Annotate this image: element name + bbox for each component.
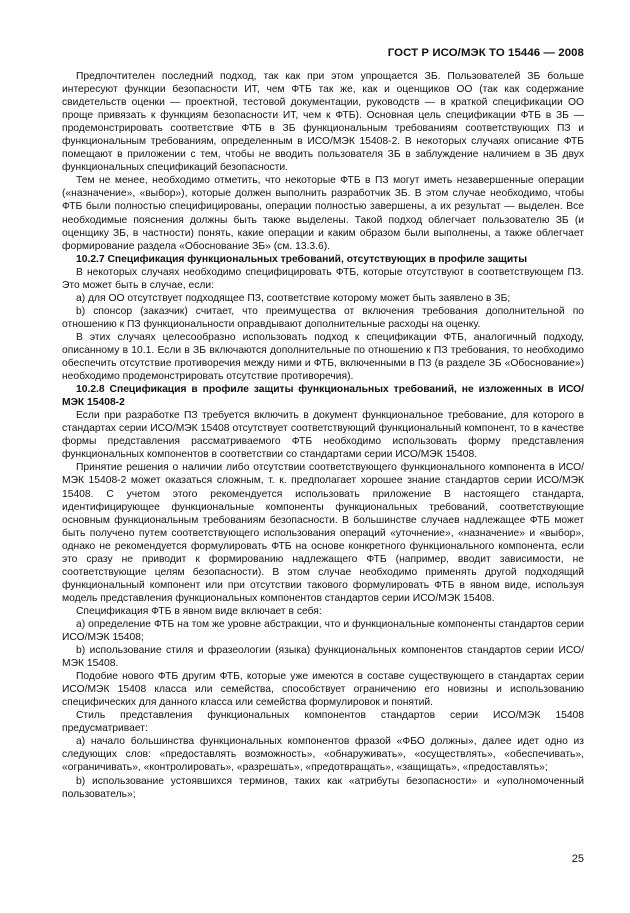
paragraph: Спецификация ФТБ в явном виде включает в себя: xyxy=(76,605,322,617)
list-item: b) спонсор (заказчик) считает, что преимущества от включения требования дополнительной по отношению к ПЗ функциональности оправдывают дополнительные расходы на оценку. xyxy=(62,305,584,330)
section-heading: 10.2.7 Спецификация функциональных требований, отсутствующих в профиле защиты xyxy=(76,253,527,265)
paragraph: В некоторых случаях необходимо специфицировать ФТБ, которые отсутствуют в соответствующем ПЗ. Это может быть в случае, если: xyxy=(62,266,584,291)
page-number: 25 xyxy=(571,853,584,865)
paragraph: Предпочтителен последний подход, так как при этом упрощается ЗБ. Пользователей ЗБ больше интересуют функции безопасности ИТ, чем ФТБ так же, как и оценщиков ОО (так как содержание свидетельств оценки — проектной, тестовой документации, руководств — в краткой спецификации ОО проще привязать к функциям безопасности ИТ, чем к ФТБ). Основная цель спецификации ФТБ в ЗБ — продемонстрировать соответствие ФТБ в ЗБ функциональным требованиям соответствующих ПЗ и функциональным требованиям, определенным в ИСО/МЭК 15408-2. В некоторых случаях описание ФТБ помещают в приложении с тем, чтобы не вводить пользователя ЗБ в заблуждение наличием в ЗБ двух функциональных спецификаций безопасности. xyxy=(62,71,584,174)
list-item: а) определение ФТБ на том же уровне абстракции, что и функциональные компоненты стандартов серии ИСО/МЭК 15408; xyxy=(62,618,584,644)
paragraph: Тем не менее, необходимо отметить, что некоторые ФТБ в ПЗ могут иметь незавершенные операции («назначение», «выбор»), которые должен выполнить разработчик ЗБ. В этом случае необходимо, чтобы ФТБ были полностью специфицированы, операции полностью завершены, а их результат — выделен. Все необходимые пояснения должны быть также выделены. Такой подход облегчает пользователю ЗБ (и оценщику ЗБ, в частности) понять, какие операции и каким образом были выполнены, а также облегчает формирование раздела «Обоснование ЗБ» (см. 13.3.6). xyxy=(62,175,584,252)
list-item: а) начало большинства функциональных компонентов фразой «ФБО должны», далее идет одно из следующих слов: «предоставлять возможность», «обнаруживать», «осуществлять», «обеспечивать», «ограничивать», «контролировать», «разрешать», «предотвращать», «защищать», «предоставлять»; xyxy=(62,736,584,774)
list-item: b) использование стиля и фразеологии (языка) функциональных компонентов стандартов серии ИСО/МЭК 15408. xyxy=(62,645,584,670)
paragraph: Подобие нового ФТБ другим ФТБ, которые уже имеются в составе существующего в стандартах серии ИСО/МЭК 15408 класса или семейства, способствует ограничению его новизны и использованию специфических для данного класса или семейства формулировок и понятий. xyxy=(62,671,584,709)
paragraph: В этих случаях целесообразно использовать подход к спецификации ФТБ, аналогичный подходу, описанному в 10.1. Если в ЗБ включаются дополнительные по отношению к ПЗ требования, то необходимо обеспечить отсутствие противоречия между ними и ФТБ, включенными в ПЗ (в разделе ЗБ «Обоснование») необходимо продемонстрировать отсутствие противоречия). xyxy=(62,331,584,383)
section-heading: 10.2.8 Спецификация в профиле защиты функциональных требований, не изложенных в ИСО/МЭК 15408-2 xyxy=(62,384,584,409)
paragraph: Принятие решения о наличии либо отсутствии соответствующего функционального компонента в ИСО/МЭК 15408-2 может оказаться сложным, т. к. предполагает хорошее знание стандартов серии ИСО/МЭК 15408. С учетом этого рекомендуется использовать приложение В настоящего стандарта, идентифицирующее функциональные компоненты функциональных требований, соответствующие основным функциональным требованиям безопасности. В большинстве случаев надлежащее ФТБ может быть получено путем соответствующего использования операций «уточнение», «назначение» и «выбор», однако не рекомендуется формулировать ФТБ на основе конкретного функционального компонента, если это сразу не приводит к формированию надлежащего ФТБ (например, вводит зависимости, не соответствующие целям безопасности). В этом случае необходимо применять другой подходящий функциональный компонент или при отсутствии такового формулировать ФТБ в явном виде, используя модель представления функциональных компонентов стандартов серии ИСО/МЭК 15408. xyxy=(62,462,584,604)
document-header: ГОСТ Р ИСО/МЭК ТО 15446 — 2008 xyxy=(387,47,584,59)
list-item: b) использование устоявшихся терминов, таких как «атрибуты безопасности» и «уполномоченный пользователь»; xyxy=(62,775,584,800)
paragraph: Если при разработке ПЗ требуется включить в документ функциональное требование, для которого в стандартах серии ИСО/МЭК 15408 отсутствует соответствующий функциональный компонент, то в качестве формы представления рассматриваемого ФТБ необходимо использовать форму представления функциональных компонентов в соответствии со стандартами серии ИСО/МЭК 15408. xyxy=(62,410,584,461)
document-body xyxy=(62,70,584,801)
paragraph: Стиль представления функциональных компонентов стандартов серии ИСО/МЭК 15408 предусматривает: xyxy=(62,710,584,735)
list-item: а) для ОО отсутствует подходящее ПЗ, соответствие которому может быть заявлено в ЗБ; xyxy=(76,292,511,304)
